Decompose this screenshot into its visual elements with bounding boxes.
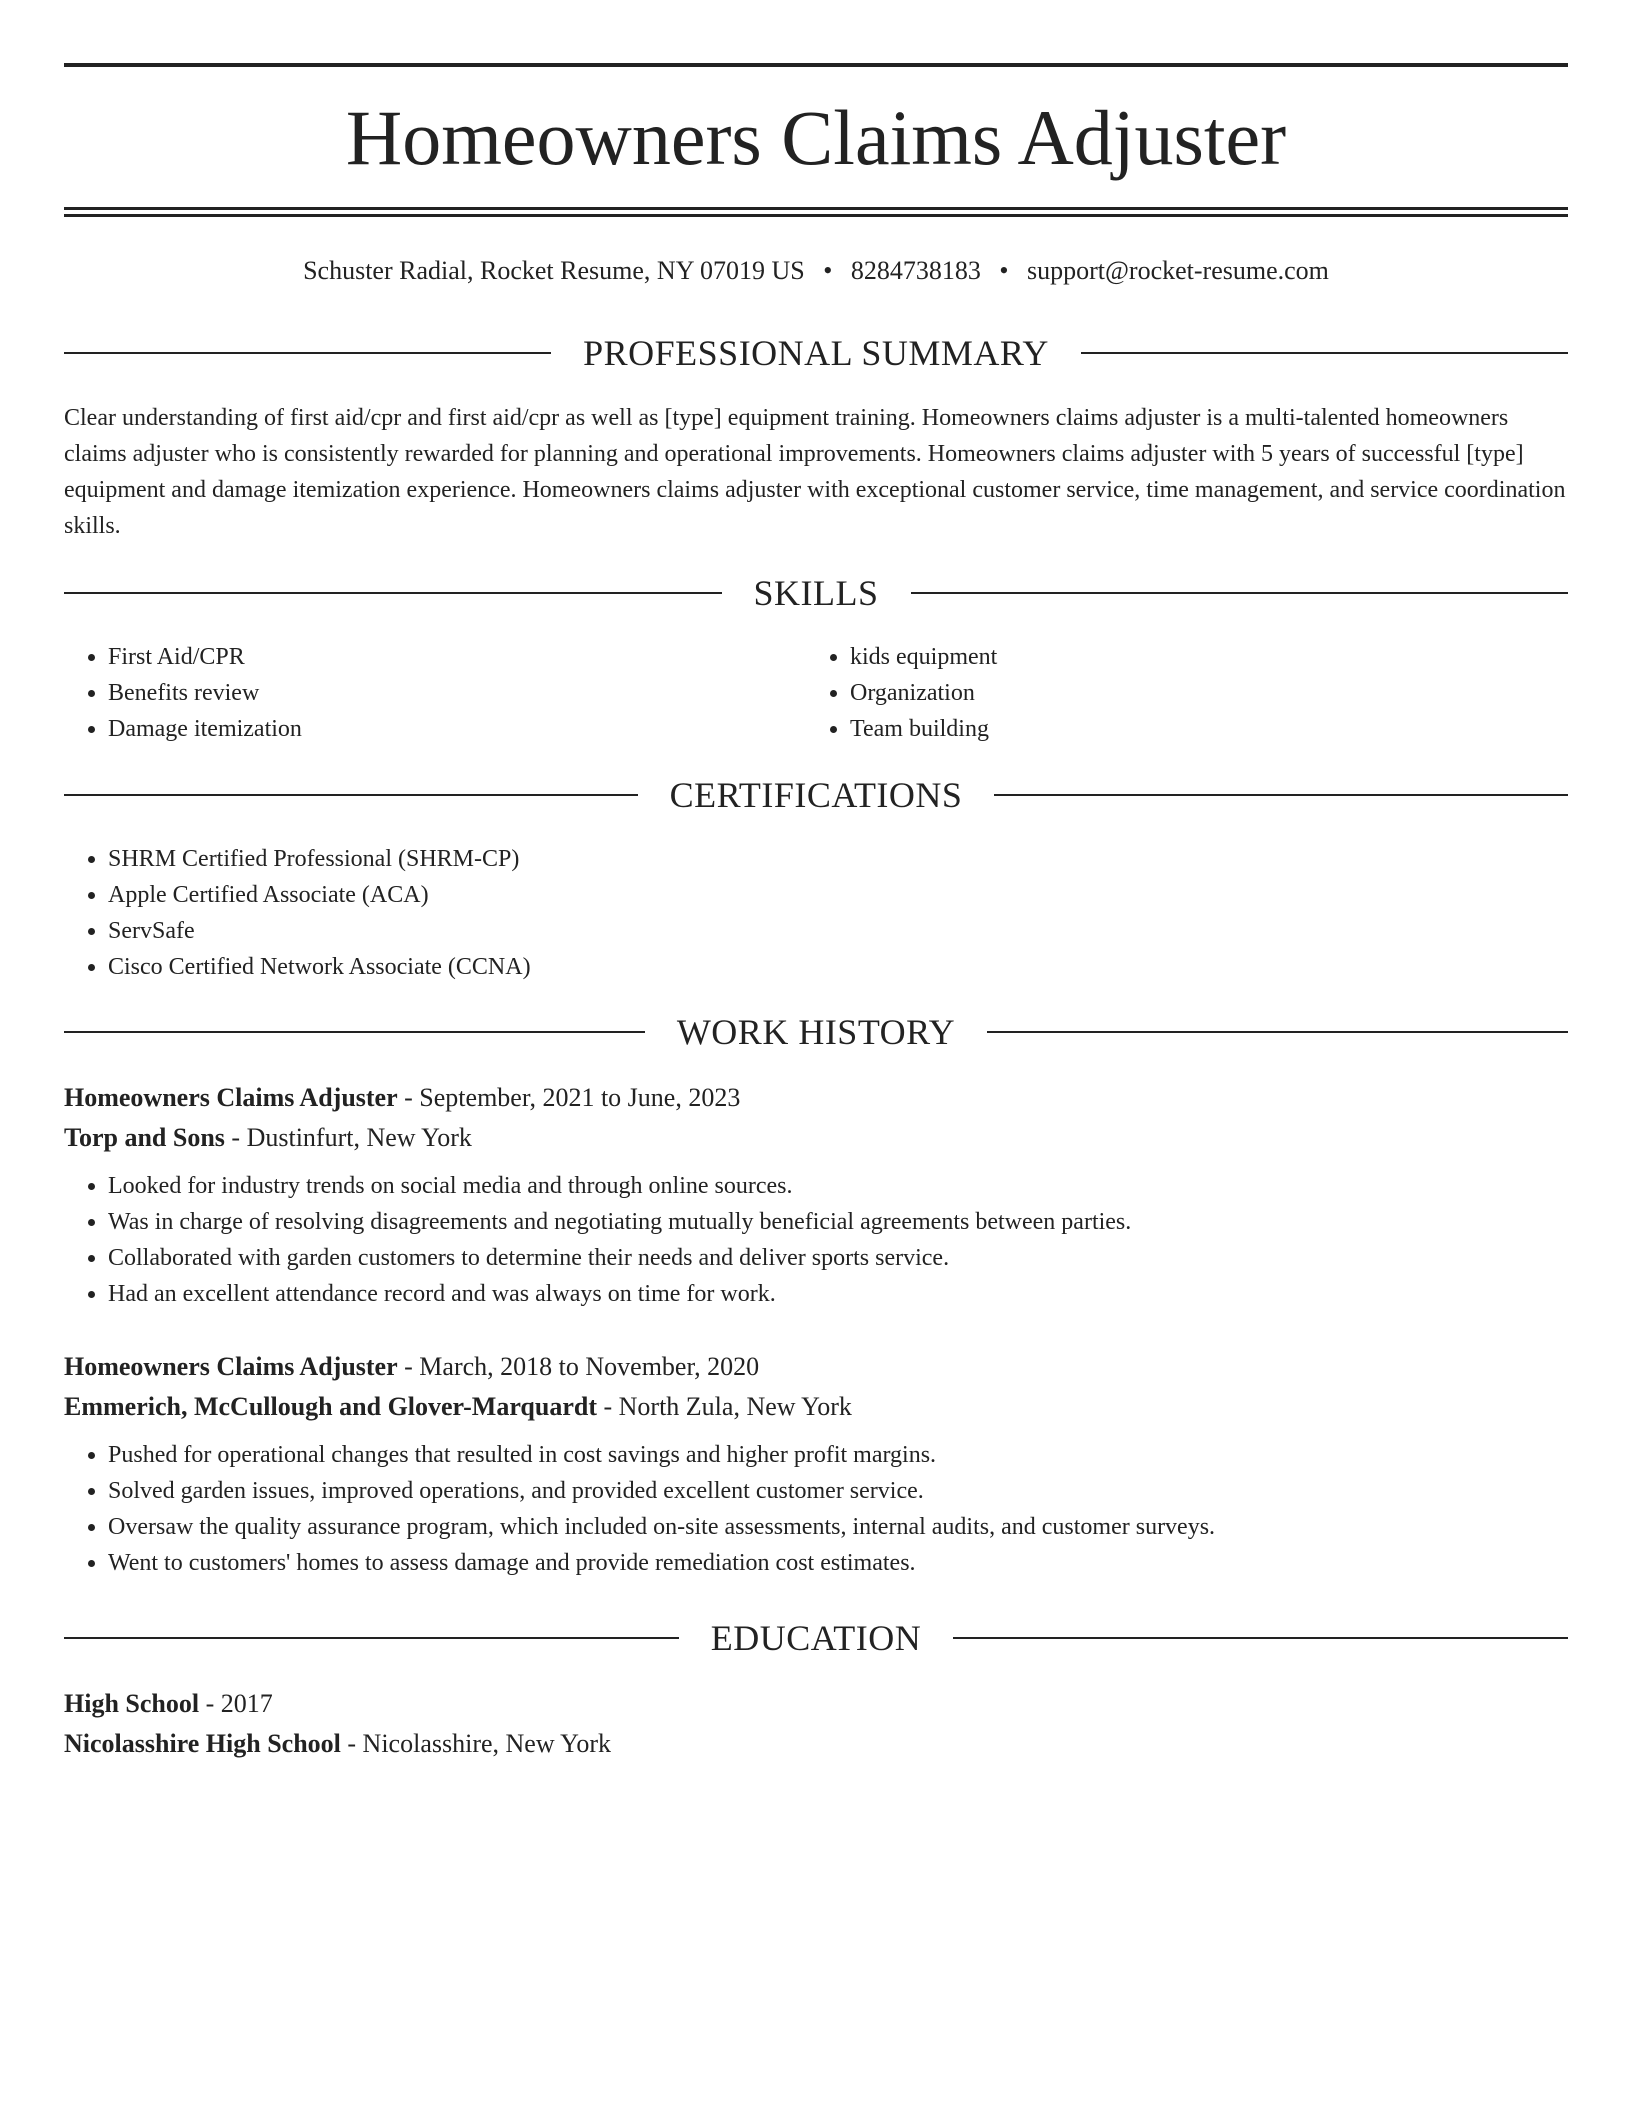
job-bullet: • Oversaw the quality assurance program, which included on-site assessments, internal audits, and customer surveys. [108,1509,1568,1545]
skills-column-left [64,639,806,747]
divider-line [64,1637,679,1639]
education-year: - 2017 [199,1689,273,1718]
job-company: Emmerich, McCullough and Glover-Marquardt [64,1392,597,1421]
job-bullet: • Was in charge of resolving disagreements and negotiating mutually beneficial agreements between parties. [108,1204,1568,1240]
divider-line [64,1031,645,1033]
section-title-work-history: WORK HISTORY [676,1012,956,1052]
certification-item: • SHRM Certified Professional (SHRM-CP) [108,841,1568,877]
section-header-certifications [64,773,1568,817]
section-header-skills [64,571,1568,615]
job-company-row [64,1118,1568,1158]
job-bullet: • Pushed for operational changes that resulted in cost savings and higher profit margins. [108,1437,1568,1473]
section-title-education: EDUCATION [710,1618,922,1658]
certification-item: • Apple Certified Associate (ACA) [108,877,1568,913]
divider-line [1081,352,1568,354]
job-bullet: • Solved garden issues, improved operations, and provided excellent customer service. [108,1473,1568,1509]
title-double-rule [64,207,1568,217]
job-location: - North Zula, New York [596,1392,852,1421]
job-title: Homeowners Claims Adjuster [64,1352,398,1381]
skill-item: • Organization [850,675,1548,711]
job-company-row [64,1387,1568,1427]
skill-item: • kids equipment [850,639,1548,675]
contact-phone: 8284738183 [850,256,981,285]
skill-item: • First Aid/CPR [108,639,806,675]
education-school: Nicolasshire High School [64,1729,341,1758]
divider-line [953,1637,1568,1639]
job-bullet: • Looked for industry trends on social media and through online sources. [108,1168,1568,1204]
certifications-list [64,841,1568,985]
divider-line [64,592,722,594]
skills-list [64,639,1568,747]
skill-item: • Team building [850,711,1548,747]
education-entry [64,1684,1568,1764]
skill-item: • Damage itemization [108,711,806,747]
section-title-certifications: CERTIFICATIONS [669,775,963,815]
section-header-summary [64,331,1568,375]
job-dates: - September, 2021 to June, 2023 [397,1083,741,1112]
summary-text: Clear understanding of first aid/cpr and first aid/cpr as well as [type] equipment training. Homeowners claims adjuster is a multi-talented homeowners claims adjuster who is consistently rewarded for planning and operational improvements. Homeowners claims adjuster with 5 years of successful [type] equipment and damage itemization experience. Homeowners claims adjuster with exceptional customer service, time management, and service coordination skills. [64,405,1566,539]
job-bullet: • Collaborated with garden customers to determine their needs and deliver sports service. [108,1240,1568,1276]
job-company: Torp and Sons [64,1123,225,1152]
top-rule [64,63,1568,67]
certification-item: • Cisco Certified Network Associate (CCNA) [108,949,1568,985]
contact-separator: • [999,256,1009,285]
job-title: Homeowners Claims Adjuster [64,1083,398,1112]
education-school-row [64,1724,1568,1764]
divider-line [911,592,1569,594]
contact-address: Schuster Radial, Rocket Resume, NY 07019 US [303,256,805,285]
contact-separator: • [823,256,833,285]
education-degree: High School [64,1689,200,1718]
contact-email: support@rocket-resume.com [1026,256,1329,285]
job-bullet: • Had an excellent attendance record and was always on time for work. [108,1276,1568,1312]
job-entry [64,1347,1568,1581]
job-title-row [64,1347,1568,1387]
divider-line [987,1031,1568,1033]
resume-title: Homeowners Claims Adjuster [345,94,1287,181]
job-bullets [64,1168,1568,1312]
education-degree-row [64,1684,1568,1724]
skills-column-right [806,639,1548,747]
education-location: - Nicolasshire, New York [340,1729,611,1758]
section-header-education [64,1616,1568,1660]
section-title-skills: SKILLS [753,573,879,613]
job-title-row [64,1078,1568,1118]
job-location: - Dustinfurt, New York [224,1123,472,1152]
job-bullet: • Went to customers' homes to assess damage and provide remediation cost estimates. [108,1545,1568,1581]
contact-line [64,254,1568,288]
divider-line [64,794,638,796]
skill-item: • Benefits review [108,675,806,711]
certification-item: • ServSafe [108,913,1568,949]
job-dates: - March, 2018 to November, 2020 [397,1352,760,1381]
divider-line [64,352,551,354]
job-entry [64,1078,1568,1312]
section-header-work-history [64,1010,1568,1054]
divider-line [994,794,1568,796]
job-bullets [64,1437,1568,1581]
section-title-summary: PROFESSIONAL SUMMARY [583,333,1049,373]
